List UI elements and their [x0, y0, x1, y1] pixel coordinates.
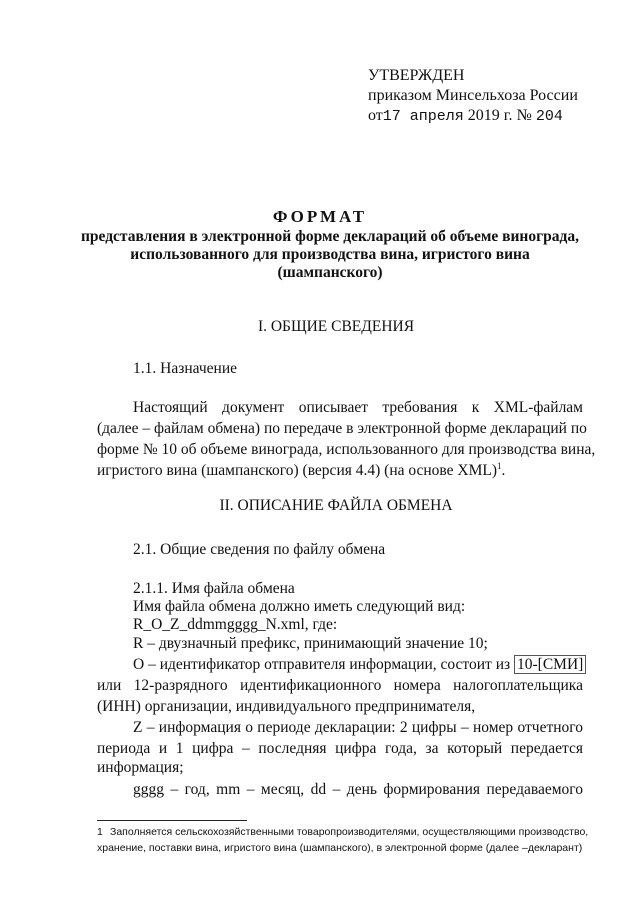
- highlighted-code: 10-[СМИ]: [514, 655, 586, 674]
- para-text: игристого вина (шампанского) (версия 4.4) (на основе XML): [97, 462, 498, 479]
- body-line: периода и 1 цифра – последняя цифра года, за который передается: [97, 740, 583, 757]
- approval-date-prefix: от: [368, 107, 383, 124]
- section-2-heading: II. ОПИСАНИЕ ФАЙЛА ОБМЕНА: [219, 497, 453, 514]
- section-2-1-1-heading: 2.1.1. Имя файла обмена: [133, 580, 295, 597]
- approval-date-line: [368, 106, 563, 127]
- body-line: R – двузначный префикс, принимающий значение 10;: [133, 635, 488, 652]
- document-subtitle-2: использованного для производства вина, игристого вина: [130, 246, 530, 263]
- footnote-text-2: хранение, поставки вина, игристого вина (шампанского), в электронной форме (далее –декларант): [97, 842, 583, 854]
- para-line: Настоящий документ описывает требования к XML-файлам: [133, 399, 583, 416]
- body-line: Имя файла обмена должно иметь следующий вид:: [133, 598, 466, 615]
- approval-number: 204: [535, 108, 563, 125]
- approval-year: 2019 г.: [467, 107, 513, 124]
- body-line: gggg – год, mm – месяц, dd – день формирования передаваемого: [133, 781, 583, 798]
- body-line: или 12-разрядного идентификационного номера налогоплательщика: [97, 677, 583, 694]
- body-line: (ИНН) организации, индивидуального предпринимателя,: [97, 698, 476, 715]
- footnote-text-1: Заполняется сельскохозяйственными товаропроизводителями, осуществляющими производство,: [110, 826, 589, 838]
- footnote-ref: 1: [497, 460, 502, 471]
- para-period: .: [501, 462, 506, 479]
- approval-no-sign: №: [516, 107, 532, 124]
- para-line: форме № 10 об объеме винограда, использованного для производства вина,: [97, 441, 596, 458]
- document-subtitle-1: представления в электронной форме деклараций об объеме винограда,: [80, 228, 579, 245]
- body-line: информация;: [97, 759, 184, 776]
- approval-order: приказом Минсельхоза России: [368, 87, 578, 104]
- section-2-1-heading: 2.1. Общие сведения по файлу обмена: [133, 541, 386, 558]
- document-subtitle-3: (шампанского): [277, 264, 383, 281]
- footnote-number: 1: [97, 826, 103, 838]
- body-text: O – идентификатор отправителя информации, состоит из: [133, 656, 514, 673]
- body-line: Z – информация о периоде декларации: 2 цифры – номер отчетного: [133, 719, 583, 736]
- body-line: [133, 654, 586, 675]
- document-title: ФОРМАТ: [272, 207, 368, 226]
- file-name-pattern: R_O_Z_ddmmgggg_N.xml, где:: [133, 616, 338, 633]
- para-line: (далее – файлам обмена) по передаче в электронной форме деклараций по: [97, 420, 587, 437]
- section-1-1-heading: 1.1. Назначение: [133, 360, 238, 377]
- approval-title: УТВЕРЖДЕН: [368, 67, 465, 84]
- approval-date: 17 апреля: [382, 108, 464, 125]
- footnote-separator: [97, 820, 247, 821]
- section-1-heading: I. ОБЩИЕ СВЕДЕНИЯ: [257, 318, 415, 335]
- para-line-last: [97, 460, 505, 481]
